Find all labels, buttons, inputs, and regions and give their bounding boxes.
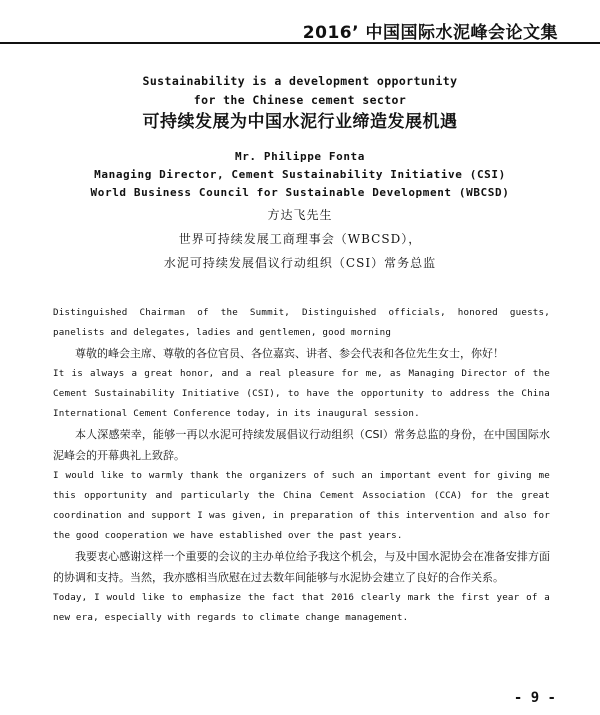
- paragraph-zh: 尊敬的峰会主席、尊敬的各位官员、各位嘉宾、讲者、参会代表和各位先生女士，你好！: [75, 347, 504, 360]
- author-name-en: Mr. Philippe Fonta: [234, 150, 365, 163]
- header-rule: [0, 42, 600, 44]
- author-block: [0, 148, 600, 274]
- paragraph-en: Today, I would like to emphasize the fact that 2016 clearly mark the first year of a new era, especially with regards to climate change management.: [53, 592, 550, 623]
- author-role-en: Managing Director, Cement Sustainability Initiative (CSI): [94, 168, 506, 181]
- author-org-en: World Business Council for Sustainable Development (WBCSD): [90, 186, 510, 199]
- title-en-line-2: for the Chinese cement sector: [193, 93, 407, 107]
- paragraph-zh: 本人深感荣幸，能够一再以水泥可持续发展倡议行动组织（CSI）常务总监的身份，在中国国际水泥峰会的开幕典礼上致辞。: [53, 428, 550, 462]
- paragraph-en: I would like to warmly thank the organizers of such an important event for giving me this opportunity and particularly the China Cement Association (CCA) for the great coordination and support I was given, in preparation of this intervention and also for the good cooperation we have established over the past years.: [53, 470, 550, 541]
- body-text: [53, 303, 550, 628]
- title-en-line-1: Sustainability is a development opportunity: [142, 74, 458, 88]
- header-title: 2016’ 中国国际水泥峰会论文集: [302, 23, 558, 43]
- paragraph-en: It is always a great honor, and a real pleasure for me, as Managing Director of the Cement Sustainability Initiative (CSI), to have the opportunity to address the China International Cement Conference today, in its inaugural session.: [53, 368, 550, 419]
- page-number: - 9 -: [513, 690, 556, 706]
- paragraph-zh: 我要衷心感谢这样一个重要的会议的主办单位给予我这个机会，与及中国水泥协会在准备安排方面的协调和支持。当然，我亦感相当欣慰在过去数年间能够与水泥协会建立了良好的合作关系。: [53, 550, 550, 584]
- title-block: [0, 72, 600, 134]
- paragraph-en: Distinguished Chairman of the Summit, Distinguished officials, honored guests, panelists and delegates, ladies and gentlemen, good morning: [53, 307, 550, 338]
- author-role-zh: 水泥可持续发展倡议行动组织（CSI）常务总监: [163, 256, 437, 270]
- title-zh: 可持续发展为中国水泥行业缔造发展机遇: [142, 112, 458, 132]
- author-name-zh: 方达飞先生: [267, 208, 333, 222]
- running-header: [0, 0, 600, 42]
- author-org-zh: 世界可持续发展工商理事会（WBCSD），: [178, 232, 422, 246]
